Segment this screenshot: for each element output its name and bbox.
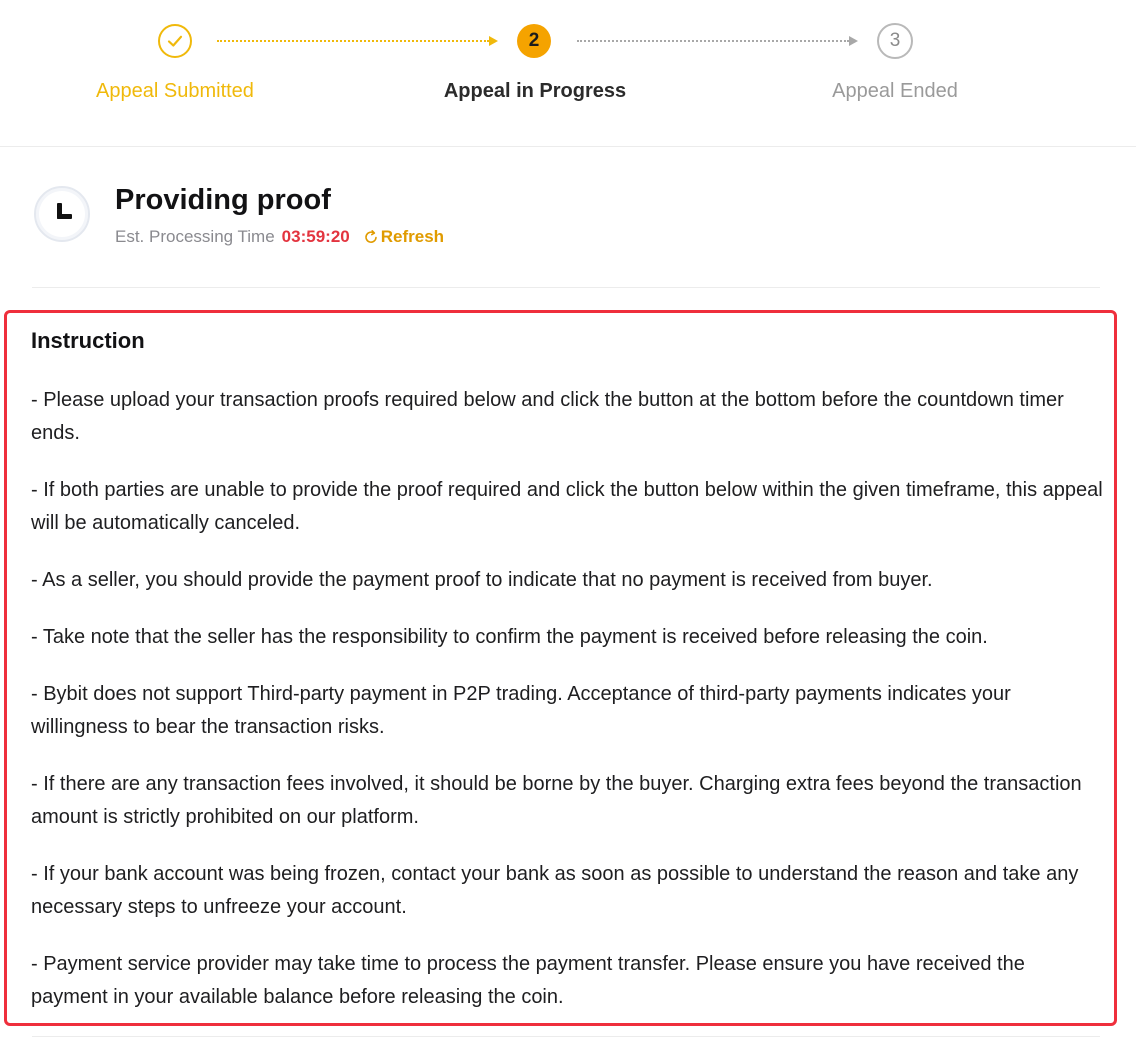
instruction-list bbox=[31, 384, 1103, 1038]
instruction-item: - Bybit does not support Third-party payment in P2P trading. Acceptance of third-party payments indicates your willingness to bear the transaction risks. bbox=[31, 683, 1011, 738]
refresh-icon bbox=[363, 229, 379, 245]
status-title: Providing proof bbox=[115, 184, 331, 216]
divider bbox=[32, 287, 1100, 288]
appeal-stepper bbox=[0, 0, 1136, 147]
step-connector-1 bbox=[217, 40, 489, 42]
est-processing-time-label: Est. Processing Time bbox=[115, 227, 275, 246]
check-icon bbox=[165, 31, 185, 51]
instruction-item: - Payment service provider may take time to process the payment transfer. Please ensure you have received the payment in your available balance before releasing the coin. bbox=[31, 953, 1025, 1008]
step-1-check-icon bbox=[158, 24, 192, 58]
processing-time-row bbox=[115, 227, 444, 247]
instruction-item: - If your bank account was being frozen, contact your bank as soon as possible to understand the reason and take any necessary steps to unfreeze your account. bbox=[31, 863, 1079, 918]
divider bbox=[32, 1036, 1100, 1037]
step-3-marker bbox=[877, 23, 913, 59]
instruction-item: - If there are any transaction fees involved, it should be borne by the buyer. Charging extra fees beyond the transaction amount is strictly prohibited on our platform. bbox=[31, 773, 1082, 828]
step-connector-2 bbox=[577, 40, 849, 42]
clock-icon bbox=[34, 186, 90, 242]
instruction-item: - As a seller, you should provide the payment proof to indicate that no payment is received from buyer. bbox=[31, 569, 933, 591]
instruction-item: - Please upload your transaction proofs required below and click the button at the bottom before the countdown timer ends. bbox=[31, 389, 1064, 444]
step-2-marker bbox=[517, 24, 551, 58]
step-3-number: 3 bbox=[889, 30, 901, 51]
refresh-button[interactable] bbox=[363, 227, 444, 247]
step-2-number: 2 bbox=[528, 30, 540, 51]
step-3-label: Appeal Ended bbox=[832, 80, 958, 102]
countdown-timer: 03:59:20 bbox=[281, 227, 350, 246]
step-1-label: Appeal Submitted bbox=[96, 80, 254, 102]
refresh-label: Refresh bbox=[380, 227, 445, 246]
arrow-right-icon bbox=[489, 36, 498, 46]
instruction-item: - Take note that the seller has the responsibility to confirm the payment is received before releasing the coin. bbox=[31, 626, 988, 648]
step-2-label: Appeal in Progress bbox=[443, 80, 627, 102]
arrow-right-icon bbox=[849, 36, 858, 46]
instruction-title: Instruction bbox=[31, 328, 145, 353]
instruction-item: - If both parties are unable to provide the proof required and click the button below within the given timeframe, this appeal will be automatically canceled. bbox=[31, 479, 1103, 534]
